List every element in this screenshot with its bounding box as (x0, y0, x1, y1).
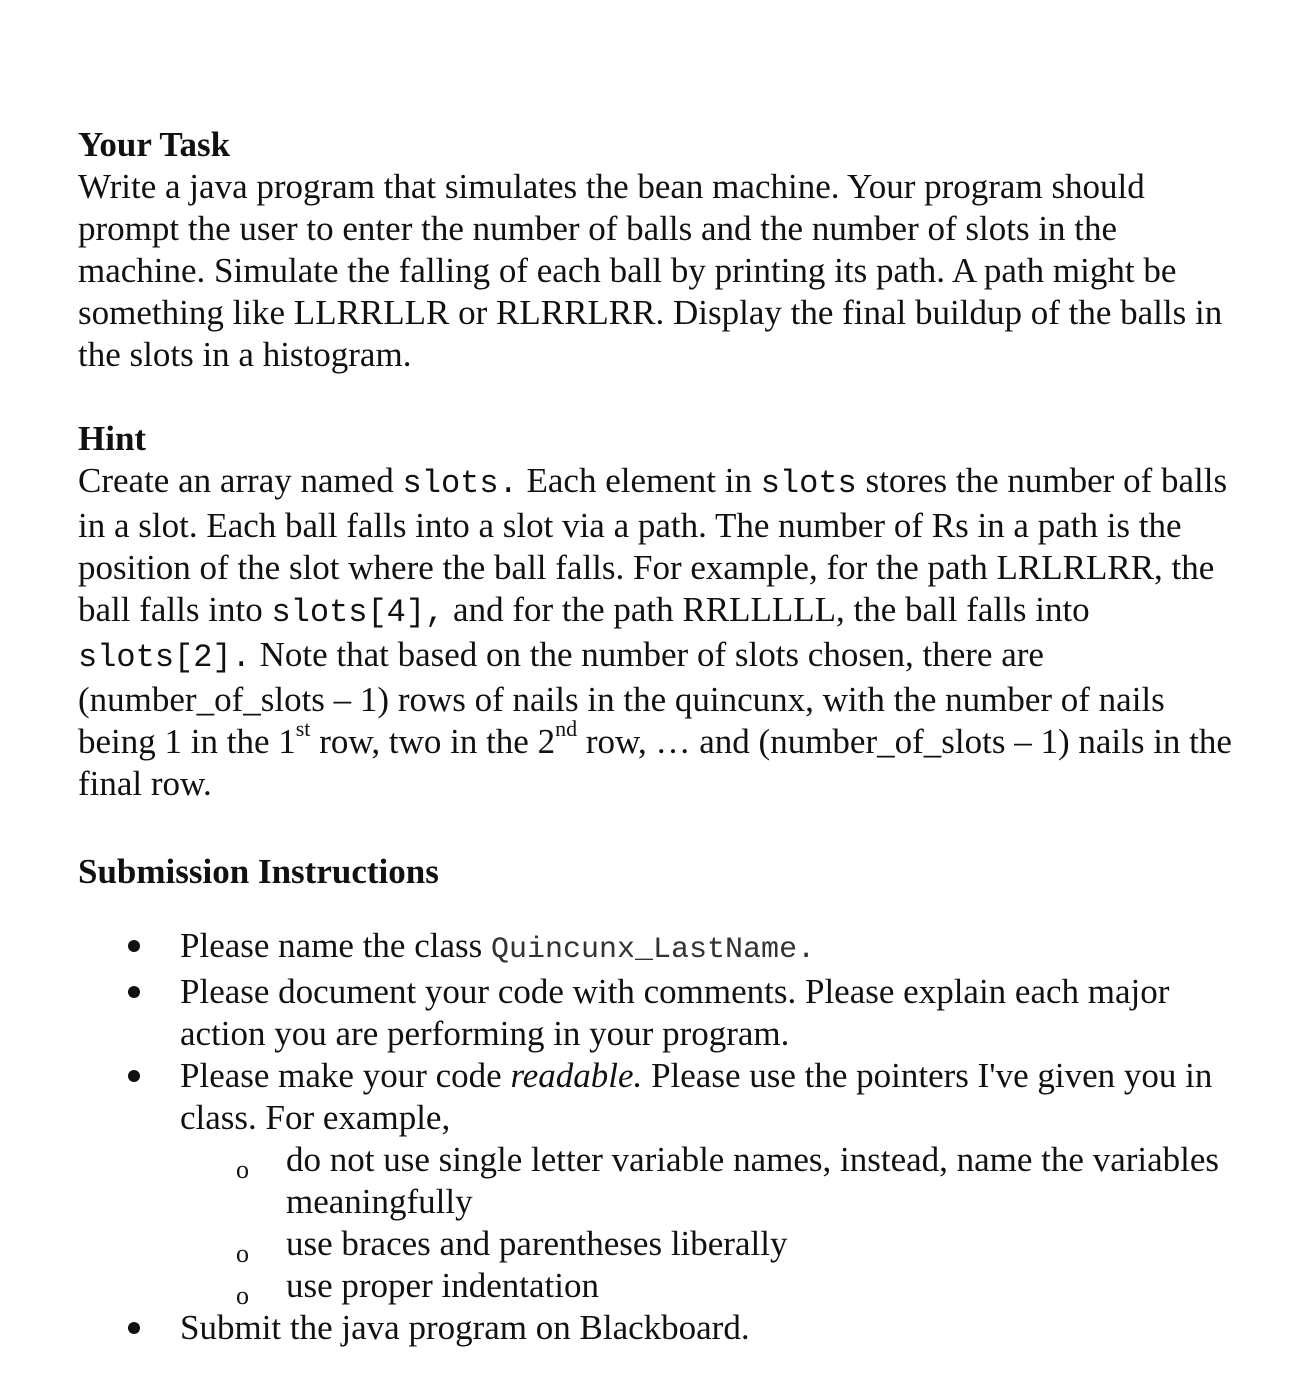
hint-code-slots-period: slots. (402, 465, 518, 502)
bullet-icon (128, 1070, 140, 1082)
document-page (78, 124, 1238, 1349)
hollow-bullet-icon: o (236, 1155, 249, 1184)
list-item (78, 1055, 1238, 1310)
item-4-text: Submit the java program on Blackboard. (180, 1308, 750, 1347)
sub-item-text: do not use single letter variable names, instead, name the variables meaningfully (286, 1140, 1220, 1221)
item-2-text: Please document your code with comments. Please explain each major action you are performing in your program. (180, 972, 1170, 1053)
hint-heading: Hint (78, 419, 147, 458)
hollow-bullet-icon: o (236, 1281, 249, 1310)
hint-text-4: and for the path RRLLLLL, the ball falls into (444, 590, 1090, 629)
hint-text-3: stores the number of balls in a slot. Each ball falls into a slot via a path. The number of Rs in a path is the position of the slot where the ball falls. For example, for the path LRLRLRR, the ball falls into (78, 461, 1228, 629)
list-item (78, 1307, 1238, 1349)
sub-item-text: use braces and parentheses liberally (286, 1224, 788, 1263)
hint-sup-nd: nd (555, 716, 578, 742)
item-1-text: Please name the class (180, 926, 492, 965)
sub-list-item (180, 1139, 1238, 1223)
item-3-pre: Please make your code (180, 1056, 511, 1095)
task-heading: Your Task (78, 125, 231, 164)
list-item (78, 925, 1238, 971)
hint-text-7: row, … and (number_of_slots – 1) nails in the final row. (78, 722, 1232, 803)
sub-item-text: use proper indentation (286, 1266, 599, 1305)
hint-code-slots-4: slots[4], (271, 594, 445, 631)
hint-text-2: Each element in (517, 461, 761, 500)
bullet-icon (128, 986, 140, 998)
hollow-bullet-icon: o (236, 1239, 249, 1268)
hint-sup-st: st (295, 716, 311, 742)
sub-list-item (180, 1265, 1238, 1310)
hint-text-6: row, two in the 2 (310, 722, 556, 761)
submission-list (78, 925, 1238, 1349)
hint-text-5: Note that based on the number of slots chosen, there are (number_of_slots – 1) rows of nails in the quincunx, with the number of nails being 1 in the 1 (78, 635, 1165, 761)
bullet-icon (128, 1322, 140, 1334)
item-1-code: Quincunx_LastName. (491, 933, 816, 967)
item-3-emphasis: readable. (510, 1056, 643, 1095)
list-item (78, 971, 1238, 1055)
item-3-post: Please use the pointers I've given you in class. For example, (180, 1056, 1213, 1137)
hint-code-slots: slots (760, 465, 857, 502)
hint-code-slots-2: slots[2]. (78, 639, 251, 676)
hint-body (78, 460, 1238, 805)
sub-list (180, 1139, 1238, 1310)
hint-text-1: Create an array named (78, 461, 403, 500)
task-body: Write a java program that simulates the bean machine. Your program should prompt the user to enter the number of balls and the number of slots in the machine. Simulate the falling of each ball by printing its path. A path might be something like LLRRLLR or RLRRLRR. Display the final buildup of the balls in the slots in a histogram. (78, 167, 1223, 374)
bullet-icon (128, 940, 140, 952)
sub-list-item (180, 1223, 1238, 1268)
submission-heading: Submission Instructions (78, 852, 439, 891)
